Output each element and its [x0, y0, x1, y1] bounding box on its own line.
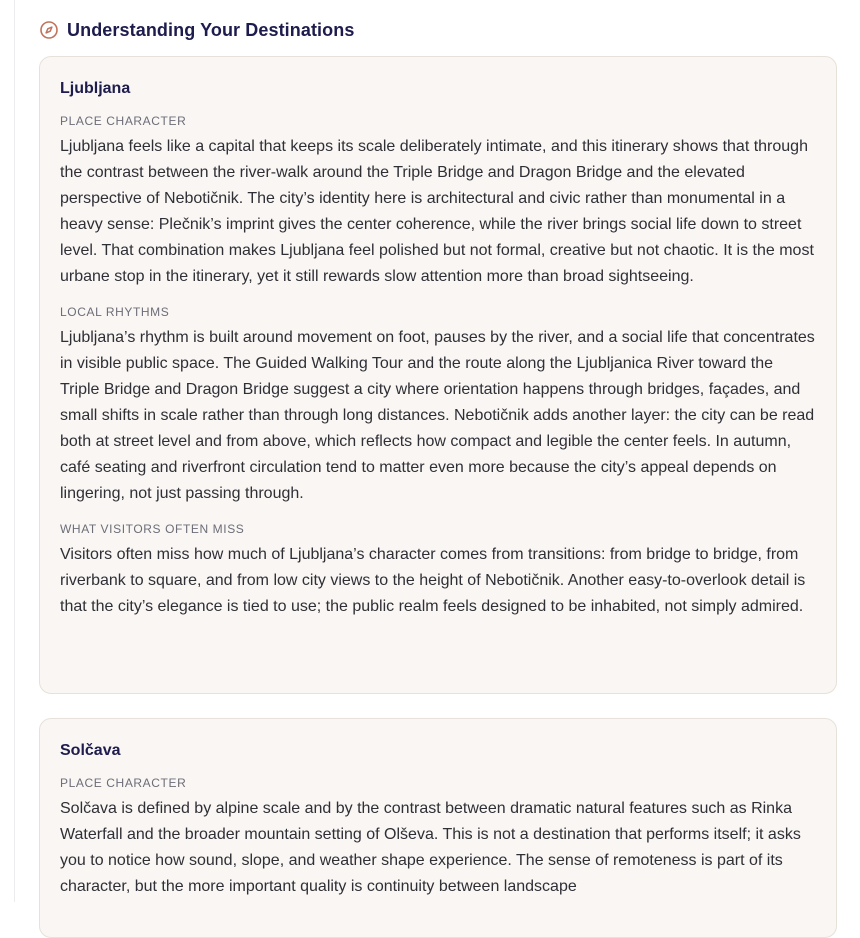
local-rhythms-label: LOCAL RHYTHMS [60, 305, 170, 319]
place-character-label: PLACE CHARACTER [60, 776, 187, 790]
destination-name: Solčava [60, 742, 121, 759]
compass-icon [39, 20, 59, 40]
destination-card-ljubljana [39, 56, 837, 694]
destination-card-solcava [39, 718, 837, 938]
page-left-border [14, 0, 15, 902]
destination-name: Ljubljana [60, 80, 131, 97]
place-character-text: Solčava is defined by alpine scale and by the contrast between dramatic natural features such as Rinka Waterfall and the broader mountain setting of Olševa. This is not a destination that performs itself; it asks you to notice how sound, slope, and weather shape experience. The sense of remoteness is part of its character, but the more important quality is continuity between landscape [60, 800, 801, 895]
section-title: Understanding Your Destinations [67, 19, 355, 40]
place-character-text: Ljubljana feels like a capital that keeps its scale deliberately intimate, and this itinerary shows that through the contrast between the river-walk around the Triple Bridge and Dragon Bridge and the elevated perspective of Nebotičnik. The city’s identity here is architectural and civic rather than monumental in a heavy sense: Plečnik’s imprint gives the center coherence, while the river brings social life down to street level. That combination makes Ljubljana feel polished but not formal, creative but not chaotic. It is the most urbane stop in the itinerary, yet it still rewards slow attention more than broad sightseeing. [60, 138, 814, 285]
section-header [39, 18, 354, 42]
visitors-miss-text: Visitors often miss how much of Ljubljana’s character comes from transitions: from bridge to bridge, from riverbank to square, and from low city views to the height of Nebotičnik. Another easy-to-overlook detail is that the city’s elegance is tied to use; the public realm feels designed to be inhabited, not simply admired. [60, 546, 806, 615]
local-rhythms-text: Ljubljana’s rhythm is built around movement on foot, pauses by the river, and a social life that concentrates in visible public space. The Guided Walking Tour and the route along the Ljubljanica River toward the Triple Bridge and Dragon Bridge suggest a city where orientation happens through bridges, façades, and small shifts in scale rather than through long distances. Nebotičnik adds another layer: the city can be read both at street level and from above, which reflects how compact and legible the center feels. In autumn, café seating and riverfront circulation tend to matter even more because the city’s appeal depends on lingering, not just passing through. [60, 329, 815, 502]
place-character-label: PLACE CHARACTER [60, 114, 187, 128]
visitors-miss-label: WHAT VISITORS OFTEN MISS [60, 522, 245, 536]
